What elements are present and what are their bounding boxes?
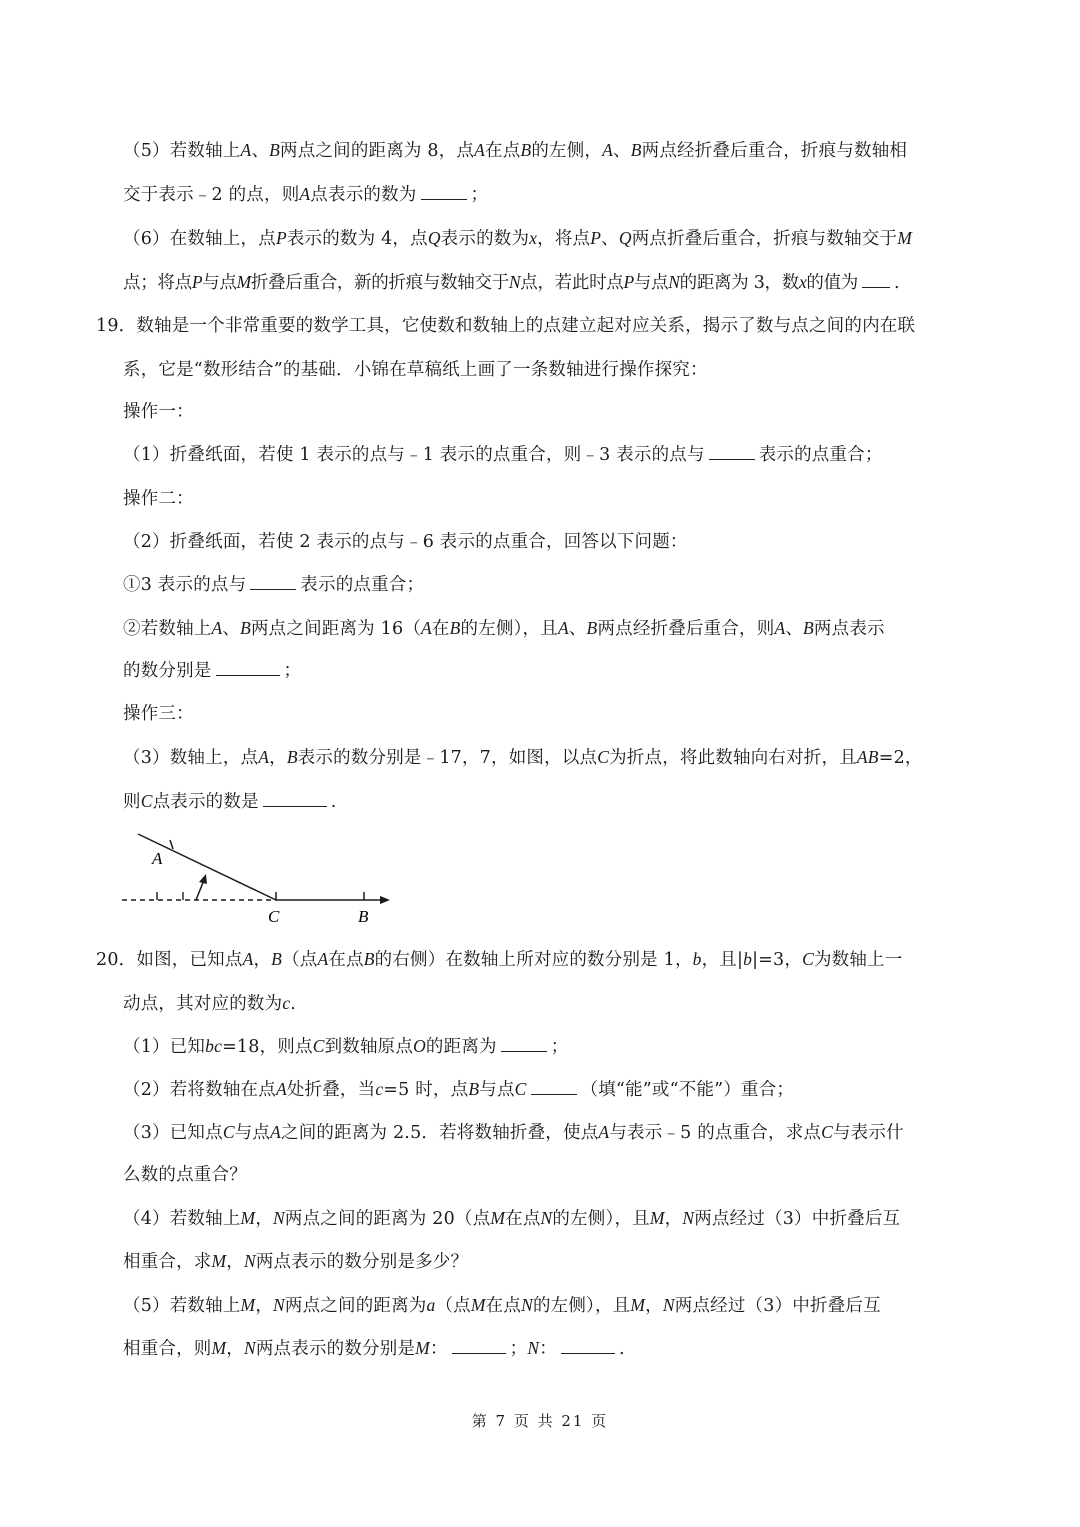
var: M <box>211 1338 227 1358</box>
text: 两点之间的距离为 8，点 <box>280 141 475 161</box>
var: A <box>598 1122 610 1142</box>
q19-op1-label: 操作一： <box>123 402 194 422</box>
text: 、 <box>568 619 587 639</box>
var: B <box>586 618 598 638</box>
text: 的值为 <box>806 273 859 293</box>
var: B <box>520 140 532 160</box>
text: 为数轴上一 <box>813 950 903 970</box>
text: 在 <box>431 619 450 639</box>
text: 两点经过（3）中折叠后互 <box>694 1209 901 1229</box>
text: ， <box>255 1209 274 1229</box>
answer-blank[interactable] <box>263 790 327 807</box>
var: P <box>623 272 634 292</box>
var: AB <box>856 747 879 767</box>
text: （4）若数轴上 <box>123 1209 241 1229</box>
var: N <box>527 1338 540 1358</box>
text: 的左侧， <box>531 141 603 161</box>
answer-blank[interactable] <box>501 1035 547 1052</box>
text: 表示的点重合； <box>300 575 425 595</box>
var: P <box>191 272 203 292</box>
text: 与点 <box>202 273 237 293</box>
q19-part2-sub2-line2 <box>123 659 301 683</box>
fold-arrow <box>196 880 204 900</box>
text: 、 <box>222 619 241 639</box>
text: 、 <box>251 141 270 161</box>
text: 两点经折叠后重合，折痕与数轴相 <box>641 141 908 161</box>
q20-stem-line1 <box>96 947 902 972</box>
text: ， <box>253 950 272 970</box>
var: C <box>140 791 153 811</box>
var: B <box>286 747 298 767</box>
var: C <box>821 1122 833 1142</box>
q18-part6-line2 <box>123 270 899 295</box>
text: 在点 <box>505 1209 541 1229</box>
fold-arrow-head-icon <box>199 874 207 884</box>
text: 折叠后重合，新的折痕与数轴交于 <box>250 273 509 293</box>
text: 在点 <box>485 1296 522 1316</box>
text: ①3 表示的点与 <box>123 575 247 595</box>
text: 两点表示的数分别是多少？ <box>255 1252 469 1272</box>
text: ②若数轴上 <box>123 619 212 639</box>
var: M <box>236 272 251 292</box>
answer-blank[interactable] <box>250 573 296 590</box>
text: 到数轴原点 <box>324 1037 414 1057</box>
var: A <box>602 140 614 160</box>
var: N <box>273 1295 285 1315</box>
var: M <box>240 1295 256 1315</box>
text: 两点之间的距离为 <box>284 1296 427 1316</box>
text: 点；将点 <box>123 273 192 293</box>
answer-blank[interactable] <box>709 443 755 460</box>
label-A: A <box>152 849 163 868</box>
q20-part4-line2 <box>123 1249 468 1274</box>
var: C <box>312 1036 325 1056</box>
text: =2， <box>878 748 923 768</box>
text: 表示的数为 4，点 <box>286 229 428 249</box>
var: N <box>682 1208 695 1228</box>
q20-part3-line1 <box>123 1120 904 1145</box>
text: ： <box>429 1339 448 1359</box>
text: （点 <box>435 1296 471 1316</box>
var: B <box>468 1079 480 1099</box>
var: P <box>275 228 287 248</box>
q20-part2 <box>123 1077 794 1102</box>
var: M <box>240 1208 256 1228</box>
var: N <box>273 1208 285 1228</box>
text: 在点 <box>485 141 521 161</box>
var: B <box>630 140 642 160</box>
var: N <box>668 272 680 292</box>
text: 两点表示的数分别是 <box>255 1339 416 1359</box>
text: 、 <box>613 141 631 161</box>
var: A <box>270 1122 282 1142</box>
label-C: C <box>268 907 280 926</box>
tick-A <box>170 840 173 849</box>
text: ， <box>226 1339 244 1359</box>
text: 与点 <box>479 1080 515 1100</box>
text: （5）若数轴上 <box>123 141 241 161</box>
text: 的左侧），且 <box>460 619 558 639</box>
text: 两点之间的距离为 20（点 <box>284 1209 491 1229</box>
text: （2）若将数轴在点 <box>123 1080 276 1100</box>
text: 与表示﹣5 的点重合，求点 <box>609 1123 822 1143</box>
var: M <box>490 1208 506 1228</box>
var: B <box>363 949 375 969</box>
text: 相重合，求 <box>123 1252 212 1272</box>
q19-stem-line1: 19．数轴是一个非常重要的数学工具，它使数和数轴上的点建立起对应关系，揭示了数与点之间的内在联 <box>96 316 916 336</box>
var: A <box>317 949 329 969</box>
q19-part1 <box>123 443 883 467</box>
text: （1）折叠纸面，若使 1 表示的点与﹣1 表示的点重合，则﹣3 表示的点与 <box>123 445 705 465</box>
text: 表示的数为 <box>440 229 530 249</box>
var: M <box>649 1208 665 1228</box>
var: C <box>514 1079 527 1099</box>
text: =18，则点 <box>222 1037 313 1057</box>
var: A <box>557 618 569 638</box>
axis-arrowhead <box>380 896 390 904</box>
text: . <box>894 273 900 293</box>
text: （填“能”或“不能”）重合； <box>580 1080 795 1100</box>
var: A <box>275 1079 287 1099</box>
var: A <box>211 618 223 638</box>
text: 的距离为 3，数 <box>679 273 799 293</box>
answer-blank[interactable] <box>216 659 280 676</box>
text: =5 时，点 <box>383 1080 469 1100</box>
q19-op2-label: 操作二： <box>123 489 194 509</box>
text: 两点经折叠后重合，则 <box>597 619 775 639</box>
var: A <box>421 618 432 638</box>
q20-part3-line2: 么数的点重合？ <box>123 1165 247 1185</box>
q20-part5-line2 <box>123 1336 625 1361</box>
text: ； <box>550 1037 569 1057</box>
text: 则 <box>123 792 141 812</box>
text: ； <box>509 1339 528 1359</box>
var: C <box>597 747 610 767</box>
text: ， <box>664 1209 683 1229</box>
text: 相重合，则 <box>123 1339 212 1359</box>
var: C <box>222 1122 235 1142</box>
var: B <box>803 618 814 638</box>
var: M <box>470 1295 486 1315</box>
answer-blank[interactable] <box>531 1078 577 1095</box>
var: M <box>211 1251 227 1271</box>
text: |=3， <box>752 950 803 970</box>
number-line-fold-figure <box>118 826 408 930</box>
answer-blank-N[interactable] <box>561 1337 615 1354</box>
var: A <box>240 140 252 160</box>
text: ， <box>255 1296 274 1316</box>
text: 两点表示 <box>813 619 885 639</box>
text: 处折叠，当 <box>286 1080 376 1100</box>
text: 两点之间距离为 16（ <box>250 619 422 639</box>
label-B: B <box>358 907 369 926</box>
text: ； <box>283 661 302 681</box>
var: a <box>426 1295 436 1315</box>
text: ： <box>539 1339 557 1359</box>
var: Q <box>618 228 632 248</box>
text: 与表示什 <box>832 1123 904 1143</box>
text: 之间的距离为 2.5．若将数轴折叠，使点 <box>281 1123 599 1143</box>
text: 的距离为 <box>425 1037 497 1057</box>
text: 20．如图，已知点 <box>96 950 243 970</box>
q20-stem-line2 <box>123 991 296 1016</box>
text: 为折点，将此数轴向右对折，且 <box>609 748 857 768</box>
text: ， <box>645 1296 663 1316</box>
text: 的右侧）在数轴上所对应的数分别是 1， <box>374 950 693 970</box>
var: P <box>590 228 602 248</box>
q18-part5-line2 <box>123 182 488 207</box>
var: b <box>743 949 753 969</box>
var: M <box>630 1295 646 1315</box>
var: B <box>240 618 251 638</box>
var: N <box>662 1295 675 1315</box>
text: 动点，其对应的数为 <box>123 994 283 1014</box>
text: （5）若数轴上 <box>123 1296 241 1316</box>
text: 与点 <box>234 1123 271 1143</box>
q18-part6-line1 <box>123 226 912 251</box>
text: 的左侧），且 <box>552 1209 650 1229</box>
text: 在点 <box>328 950 364 970</box>
text: （3）数轴上，点 <box>123 748 259 768</box>
var: A <box>474 140 486 160</box>
text: . <box>330 792 337 812</box>
text: . <box>290 994 297 1014</box>
q19-part2-sub2-line1 <box>123 616 885 641</box>
text: 两点经过（3）中折叠后互 <box>674 1296 881 1316</box>
var: N <box>508 272 521 292</box>
q19-stem-line2: 系，它是“数形结合”的基础．小锦在草稿纸上画了一条数轴进行操作探究： <box>123 360 708 380</box>
text: 两点折叠后重合，折痕与数轴交于 <box>631 229 898 249</box>
text: ，且| <box>701 950 744 970</box>
text: 表示的点重合； <box>758 445 883 465</box>
text: ，将点 <box>537 229 591 249</box>
q20-part4-line1 <box>123 1206 900 1231</box>
answer-blank-M[interactable] <box>452 1337 506 1354</box>
answer-blank[interactable] <box>421 183 467 200</box>
text: 的左侧），且 <box>532 1296 631 1316</box>
text: 点表示的数为 <box>310 185 417 205</box>
var: N <box>540 1208 553 1228</box>
var: B <box>271 949 283 969</box>
var: N <box>521 1295 533 1315</box>
var: O <box>413 1036 426 1056</box>
var: c <box>282 993 291 1013</box>
text: 、 <box>785 619 804 639</box>
q19-op3-label: 操作三： <box>123 704 194 724</box>
var: Q <box>427 228 441 248</box>
text: 点，若此时点 <box>520 273 624 293</box>
q20-part1 <box>123 1034 568 1059</box>
var: b <box>692 949 702 969</box>
text: 表示的数分别是﹣17，7，如图，以点 <box>297 748 598 768</box>
var: B <box>269 140 281 160</box>
text: . <box>618 1339 625 1359</box>
var: A <box>258 747 270 767</box>
var: C <box>802 949 814 969</box>
text: （1）已知 <box>123 1037 206 1057</box>
var: x <box>529 228 538 248</box>
text: 的数分别是 <box>123 661 212 681</box>
var: bc <box>205 1036 223 1056</box>
answer-blank[interactable] <box>862 271 890 288</box>
text: ； <box>470 185 489 205</box>
var: c <box>375 1079 384 1099</box>
var: A <box>774 618 786 638</box>
q19-part3-line1 <box>123 745 923 770</box>
q19-part3-line2 <box>123 789 337 814</box>
var: N <box>243 1251 256 1271</box>
text: （6）在数轴上，点 <box>123 229 276 249</box>
q18-part5-line1 <box>123 138 907 163</box>
page-footer: 第 7 页 共 21 页 <box>471 1412 609 1430</box>
var: A <box>299 184 311 204</box>
q19-part2-sub1 <box>123 573 424 597</box>
text: 点表示的数是 <box>152 792 259 812</box>
var: N <box>243 1338 256 1358</box>
text: 交于表示﹣2 的点，则 <box>123 185 300 205</box>
var: M <box>897 228 912 248</box>
var: x <box>798 272 807 292</box>
q19-part2: （2）折叠纸面，若使 2 表示的点与﹣6 表示的点重合，回答以下问题： <box>123 532 688 552</box>
var: M <box>415 1338 430 1358</box>
text: 与点 <box>633 273 669 293</box>
text: ， <box>226 1252 244 1272</box>
text: ， <box>269 748 287 768</box>
var: A <box>242 949 254 969</box>
q20-part5-line1 <box>123 1293 881 1318</box>
var: B <box>449 618 461 638</box>
text: （3）已知点 <box>123 1123 223 1143</box>
text: 、 <box>601 229 619 249</box>
text: （点 <box>282 950 318 970</box>
